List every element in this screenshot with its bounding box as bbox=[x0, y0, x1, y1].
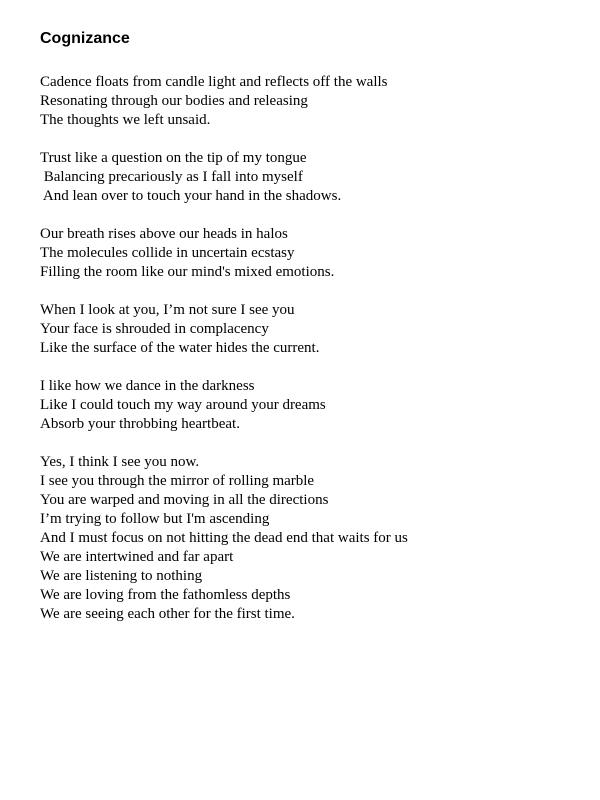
poem-line: I’m trying to follow but I'm ascending bbox=[40, 511, 270, 527]
poem-line: Trust like a question on the tip of my tongue bbox=[40, 150, 307, 166]
poem-line: Like I could touch my way around your dreams bbox=[40, 397, 326, 413]
poem-line: Filling the room like our mind's mixed emotions. bbox=[40, 264, 335, 280]
poem-line: Absorb your throbbing heartbeat. bbox=[40, 416, 240, 432]
poem-line: We are intertwined and far apart bbox=[40, 549, 234, 565]
document-page bbox=[40, 29, 580, 643]
poem-line: We are loving from the fathomless depths bbox=[40, 587, 291, 603]
poem-line: We are seeing each other for the first time. bbox=[40, 606, 295, 622]
poem-line: I like how we dance in the darkness bbox=[40, 378, 255, 394]
poem-line: Like the surface of the water hides the current. bbox=[40, 340, 320, 356]
poem-line: The thoughts we left unsaid. bbox=[40, 112, 211, 128]
stanza bbox=[40, 73, 580, 130]
poem-title: Cognizance bbox=[40, 30, 130, 47]
stanza bbox=[40, 453, 580, 624]
stanza bbox=[40, 377, 580, 434]
poem-body bbox=[40, 73, 580, 624]
poem-line: The molecules collide in uncertain ecstasy bbox=[40, 245, 295, 261]
poem-line: Cadence floats from candle light and reflects off the walls bbox=[40, 74, 388, 90]
poem-line: When I look at you, I’m not sure I see you bbox=[40, 302, 295, 318]
poem-line: And I must focus on not hitting the dead end that waits for us bbox=[40, 530, 408, 546]
poem-line: Resonating through our bodies and releasing bbox=[40, 93, 308, 109]
poem-line: Yes, I think I see you now. bbox=[40, 454, 200, 470]
poem-line: And lean over to touch your hand in the shadows. bbox=[40, 188, 342, 204]
poem-line: We are listening to nothing bbox=[40, 568, 203, 584]
stanza bbox=[40, 301, 580, 358]
poem-line: I see you through the mirror of rolling marble bbox=[40, 473, 315, 489]
poem-line: Our breath rises above our heads in halos bbox=[40, 226, 288, 242]
stanza bbox=[40, 225, 580, 282]
stanza bbox=[40, 149, 580, 206]
poem-line: Balancing precariously as I fall into myself bbox=[40, 169, 303, 185]
poem-line: You are warped and moving in all the directions bbox=[40, 492, 329, 508]
poem-line: Your face is shrouded in complacency bbox=[40, 321, 269, 337]
